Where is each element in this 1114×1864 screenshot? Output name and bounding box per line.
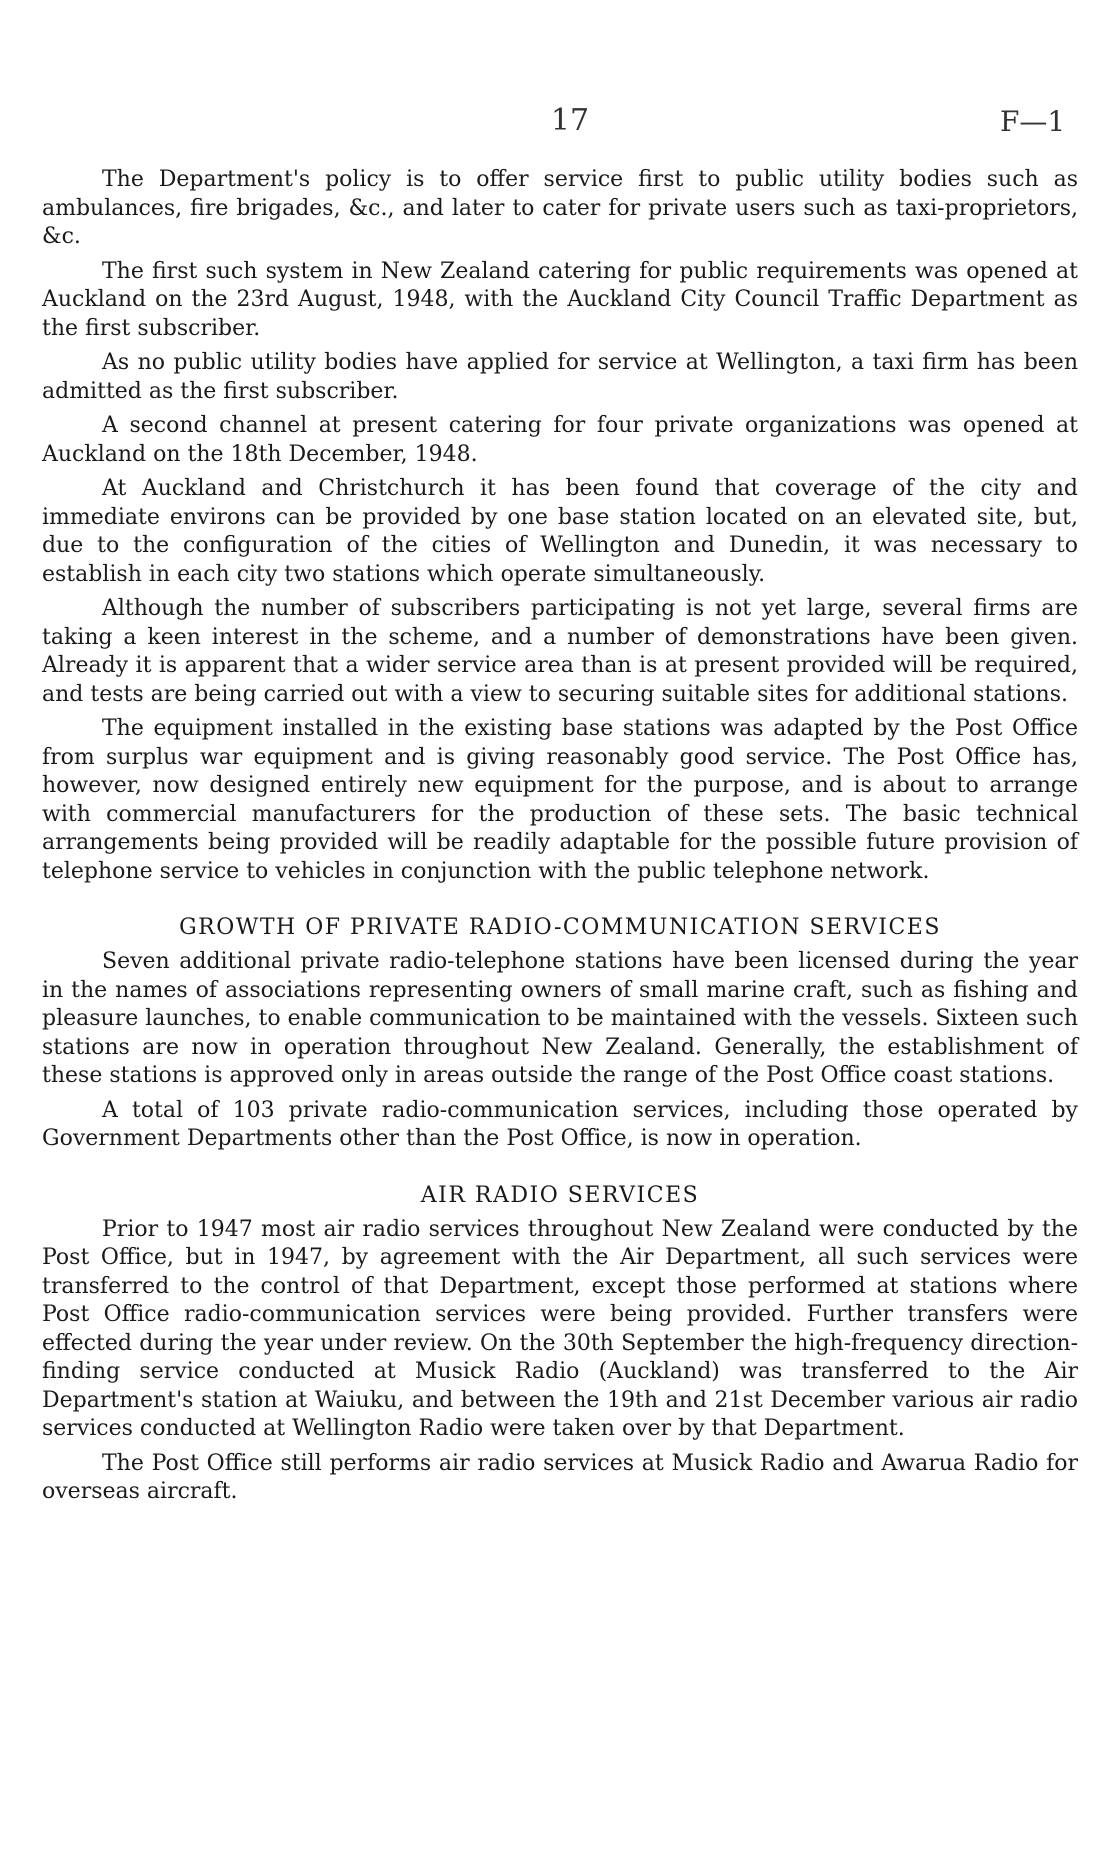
- section-heading-air-radio: AIR RADIO SERVICES: [420, 1182, 700, 1208]
- paragraph: The Post Office still performs air radio services at Musick Radio and Awarua Radio for overseas aircraft.: [42, 1450, 1078, 1504]
- page-number: 17: [550, 103, 590, 138]
- paragraph: Although the number of subscribers participating is not yet large, several firms are taking a keen interest in the scheme, and a number of demonstrations have been given. Already it is apparent that a wider service area than is at present provided will be required, and tests are being carried out with a view to securing suitable sites for additional stations.: [42, 596, 1078, 707]
- paragraph: A second channel at present catering for four private organizations was opened at Auckland on the 18th December, 1948.: [42, 413, 1078, 467]
- section-heading-private-radio: GROWTH OF PRIVATE RADIO-COMMUNICATION SERVICES: [179, 915, 941, 940]
- paragraph: Prior to 1947 most air radio services throughout New Zealand were conducted by the Post Office, but in 1947, by agreement with the Air Department, all such services were transferred to the control of that Department, except those performed at stations where Post Office radio-communication services were being provided. Further transfers were effected during the year under review. On the 30th September the high-frequency direction-finding service conducted at Musick Radio (Auckland) was transferred to the Air Department's station at Waiuku, and between the 19th and 21st December various air radio services conducted at Wellington Radio were taken over by that Department.: [42, 1216, 1078, 1441]
- paragraph: The Department's policy is to offer service first to public utility bodies such as ambulances, fire brigades, &c., and later to cater for private users such as taxi-proprietors, &c.: [42, 167, 1078, 249]
- paragraph: The equipment installed in the existing base stations was adapted by the Post Office from surplus war equipment and is giving reasonably good service. The Post Office has, however, now designed entirely new equipment for the purpose, and is about to arrange with commercial manufacturers for the production of these sets. The basic technical arrangements being provided will be readily adaptable for the possible future provision of telephone service to vehicles in conjunction with the public telephone network.: [42, 716, 1078, 884]
- page-body: [42, 166, 1078, 1513]
- document-code: F—1: [1000, 105, 1066, 138]
- paragraph: A total of 103 private radio-communication services, including those operated by Government Departments other than the Post Office, is now in operation.: [42, 1097, 1078, 1151]
- paragraph: Seven additional private radio-telephone stations have been licensed during the year in the names of associations representing owners of small marine craft, such as fishing and pleasure launches, to enable communication to be maintained with the vessels. Sixteen such stations are now in operation throughout New Zealand. Generally, the establishment of these stations is approved only in areas outside the range of the Post Office coast stations.: [42, 949, 1078, 1088]
- paragraph: As no public utility bodies have applied for service at Wellington, a taxi firm has been admitted as the first subscriber.: [42, 350, 1078, 404]
- paragraph: The first such system in New Zealand catering for public requirements was opened at Auckland on the 23rd August, 1948, with the Auckland City Council Traffic Department as the first subscriber.: [42, 258, 1078, 341]
- paragraph: At Auckland and Christchurch it has been found that coverage of the city and immediate environs can be provided by one base station located on an elevated site, but, due to the configuration of the cities of Wellington and Dunedin, it was necessary to establish in each city two stations which operate simultaneously.: [42, 476, 1078, 587]
